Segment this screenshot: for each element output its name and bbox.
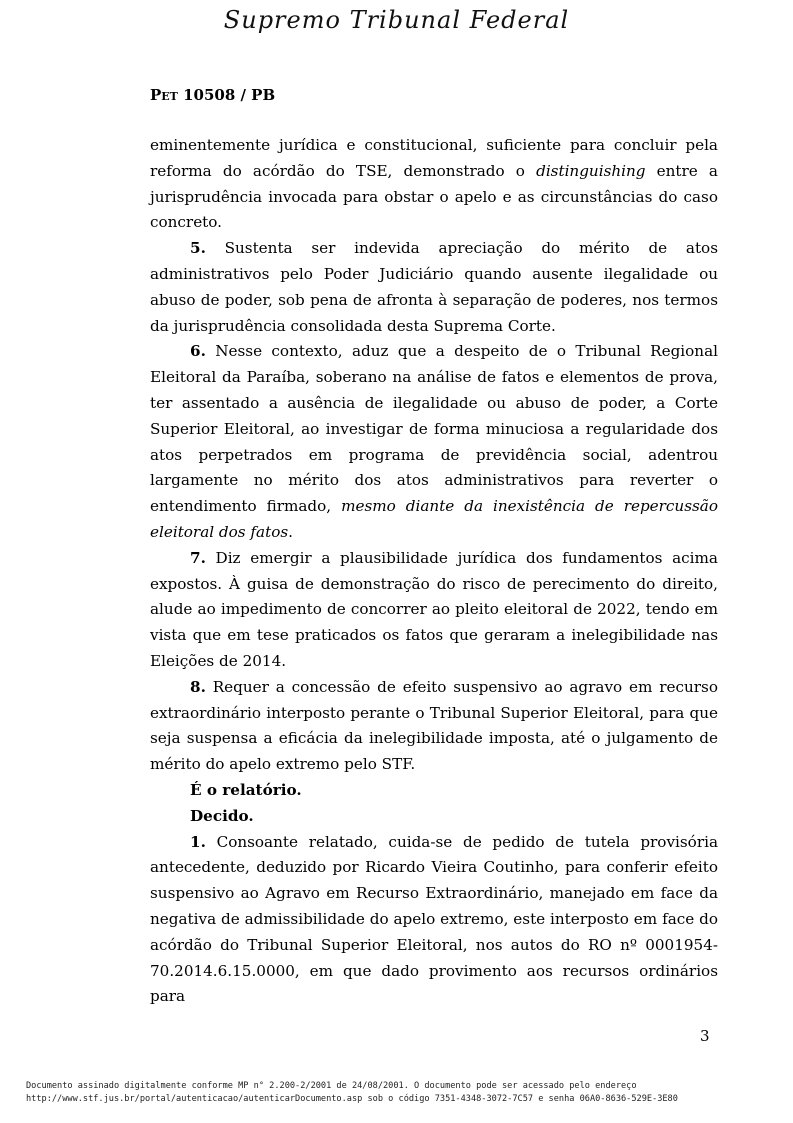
paragraph-number: 8. [190, 677, 206, 696]
text-run: Consoante relatado, cuida-se de pedido de tutela provisória antecedente, deduzido por Ricardo Vieira Coutinho, para conferir efeito suspensivo ao Agravo em Recurso Extraordinário, manejado em face da negativa de admissibilidade do apelo extremo, este interposto em face do acórdão do Tribunal Superior Eleitoral, nos autos do RO nº 0001954-70.2014.6.15.0000, em que dado provimento aos recursos ordinários para [150, 832, 718, 1006]
court-header-title: Supremo Tribunal Federal [223, 6, 570, 34]
italic-phrase: mesmo diante da inexistência de repercussão eleitoral dos fatos [150, 497, 718, 541]
paragraph [150, 546, 718, 675]
digital-signature-footer [26, 1080, 786, 1106]
paragraph-number: 1. [190, 832, 206, 851]
text-run: Sustenta ser indevida apreciação do mérito de atos administrativos pelo Poder Judiciário quando ausente ilegalidade ou abuso de poder, sob pena de afronta à separação de poderes, nos termos da jurisprudência consolidada desta Suprema Corte. [150, 239, 718, 335]
paragraph [150, 778, 718, 804]
italic-term: distinguishing [536, 161, 646, 180]
text-run: Nesse contexto, aduz que a despeito de o Tribunal Regional Eleitoral da Paraíba, soberano na análise de fatos e elementos de prova, ter assentado a ausência de ilegalidade ou abuso de poder, a Corte Superior Eleitoral, ao investigar de forma minuciosa a regularidade dos atos perpetrados em programa de previdência social, adentrou largamente no mérito dos atos administrativos para reverter o entendimento firmado, [150, 342, 718, 516]
section-heading-relatorio: É o relatório. [190, 780, 302, 799]
text-run: Requer a concessão de efeito suspensivo ao agravo em recurso extraordinário interposto perante o Tribunal Superior Eleitoral, para que seja suspensa a eficácia da inelegibilidade imposta, até o julgamento de mérito do apelo extremo pelo STF. [150, 677, 718, 774]
paragraph-number: 7. [190, 548, 206, 567]
paragraph [150, 339, 718, 545]
footer-line: Documento assinado digitalmente conforme MP n° 2.200-2/2001 de 24/08/2001. O documento pode ser acessado pelo endereço [26, 1081, 637, 1091]
text-run: . [288, 522, 293, 541]
page-number: 3 [700, 1027, 710, 1045]
paragraph [150, 133, 718, 236]
case-reference: Pet 10508 / PB [150, 86, 276, 104]
text-run: entre a jurisprudência invocada para obstar o apelo e as circunstâncias do caso concreto. [150, 161, 718, 232]
footer-line: http://www.stf.jus.br/portal/autenticacao/autenticarDocumento.asp sob o código 7351-4348-3072-7C57 e senha 06A0-8636-529E-3E80 [26, 1094, 678, 1104]
paragraph [150, 830, 718, 1011]
text-run: eminentemente jurídica e constitucional, suficiente para concluir pela reforma do acórdão do TSE, demonstrado o [150, 136, 718, 180]
paragraph-number: 6. [190, 342, 206, 361]
paragraph [150, 804, 718, 830]
section-heading-decido: Decido. [190, 806, 254, 825]
text-run: Diz emergir a plausibilidade jurídica dos fundamentos acima expostos. À guisa de demonstração do risco de perecimento do direito, alude ao impedimento de concorrer ao pleito eleitoral de 2022, tendo em vista que em tese praticados os fatos que geraram a inelegibilidade nas Eleições de 2014. [150, 548, 718, 670]
paragraph-number: 5. [190, 239, 206, 258]
paragraph [150, 675, 718, 778]
document-body [150, 133, 718, 1010]
paragraph [150, 236, 718, 339]
